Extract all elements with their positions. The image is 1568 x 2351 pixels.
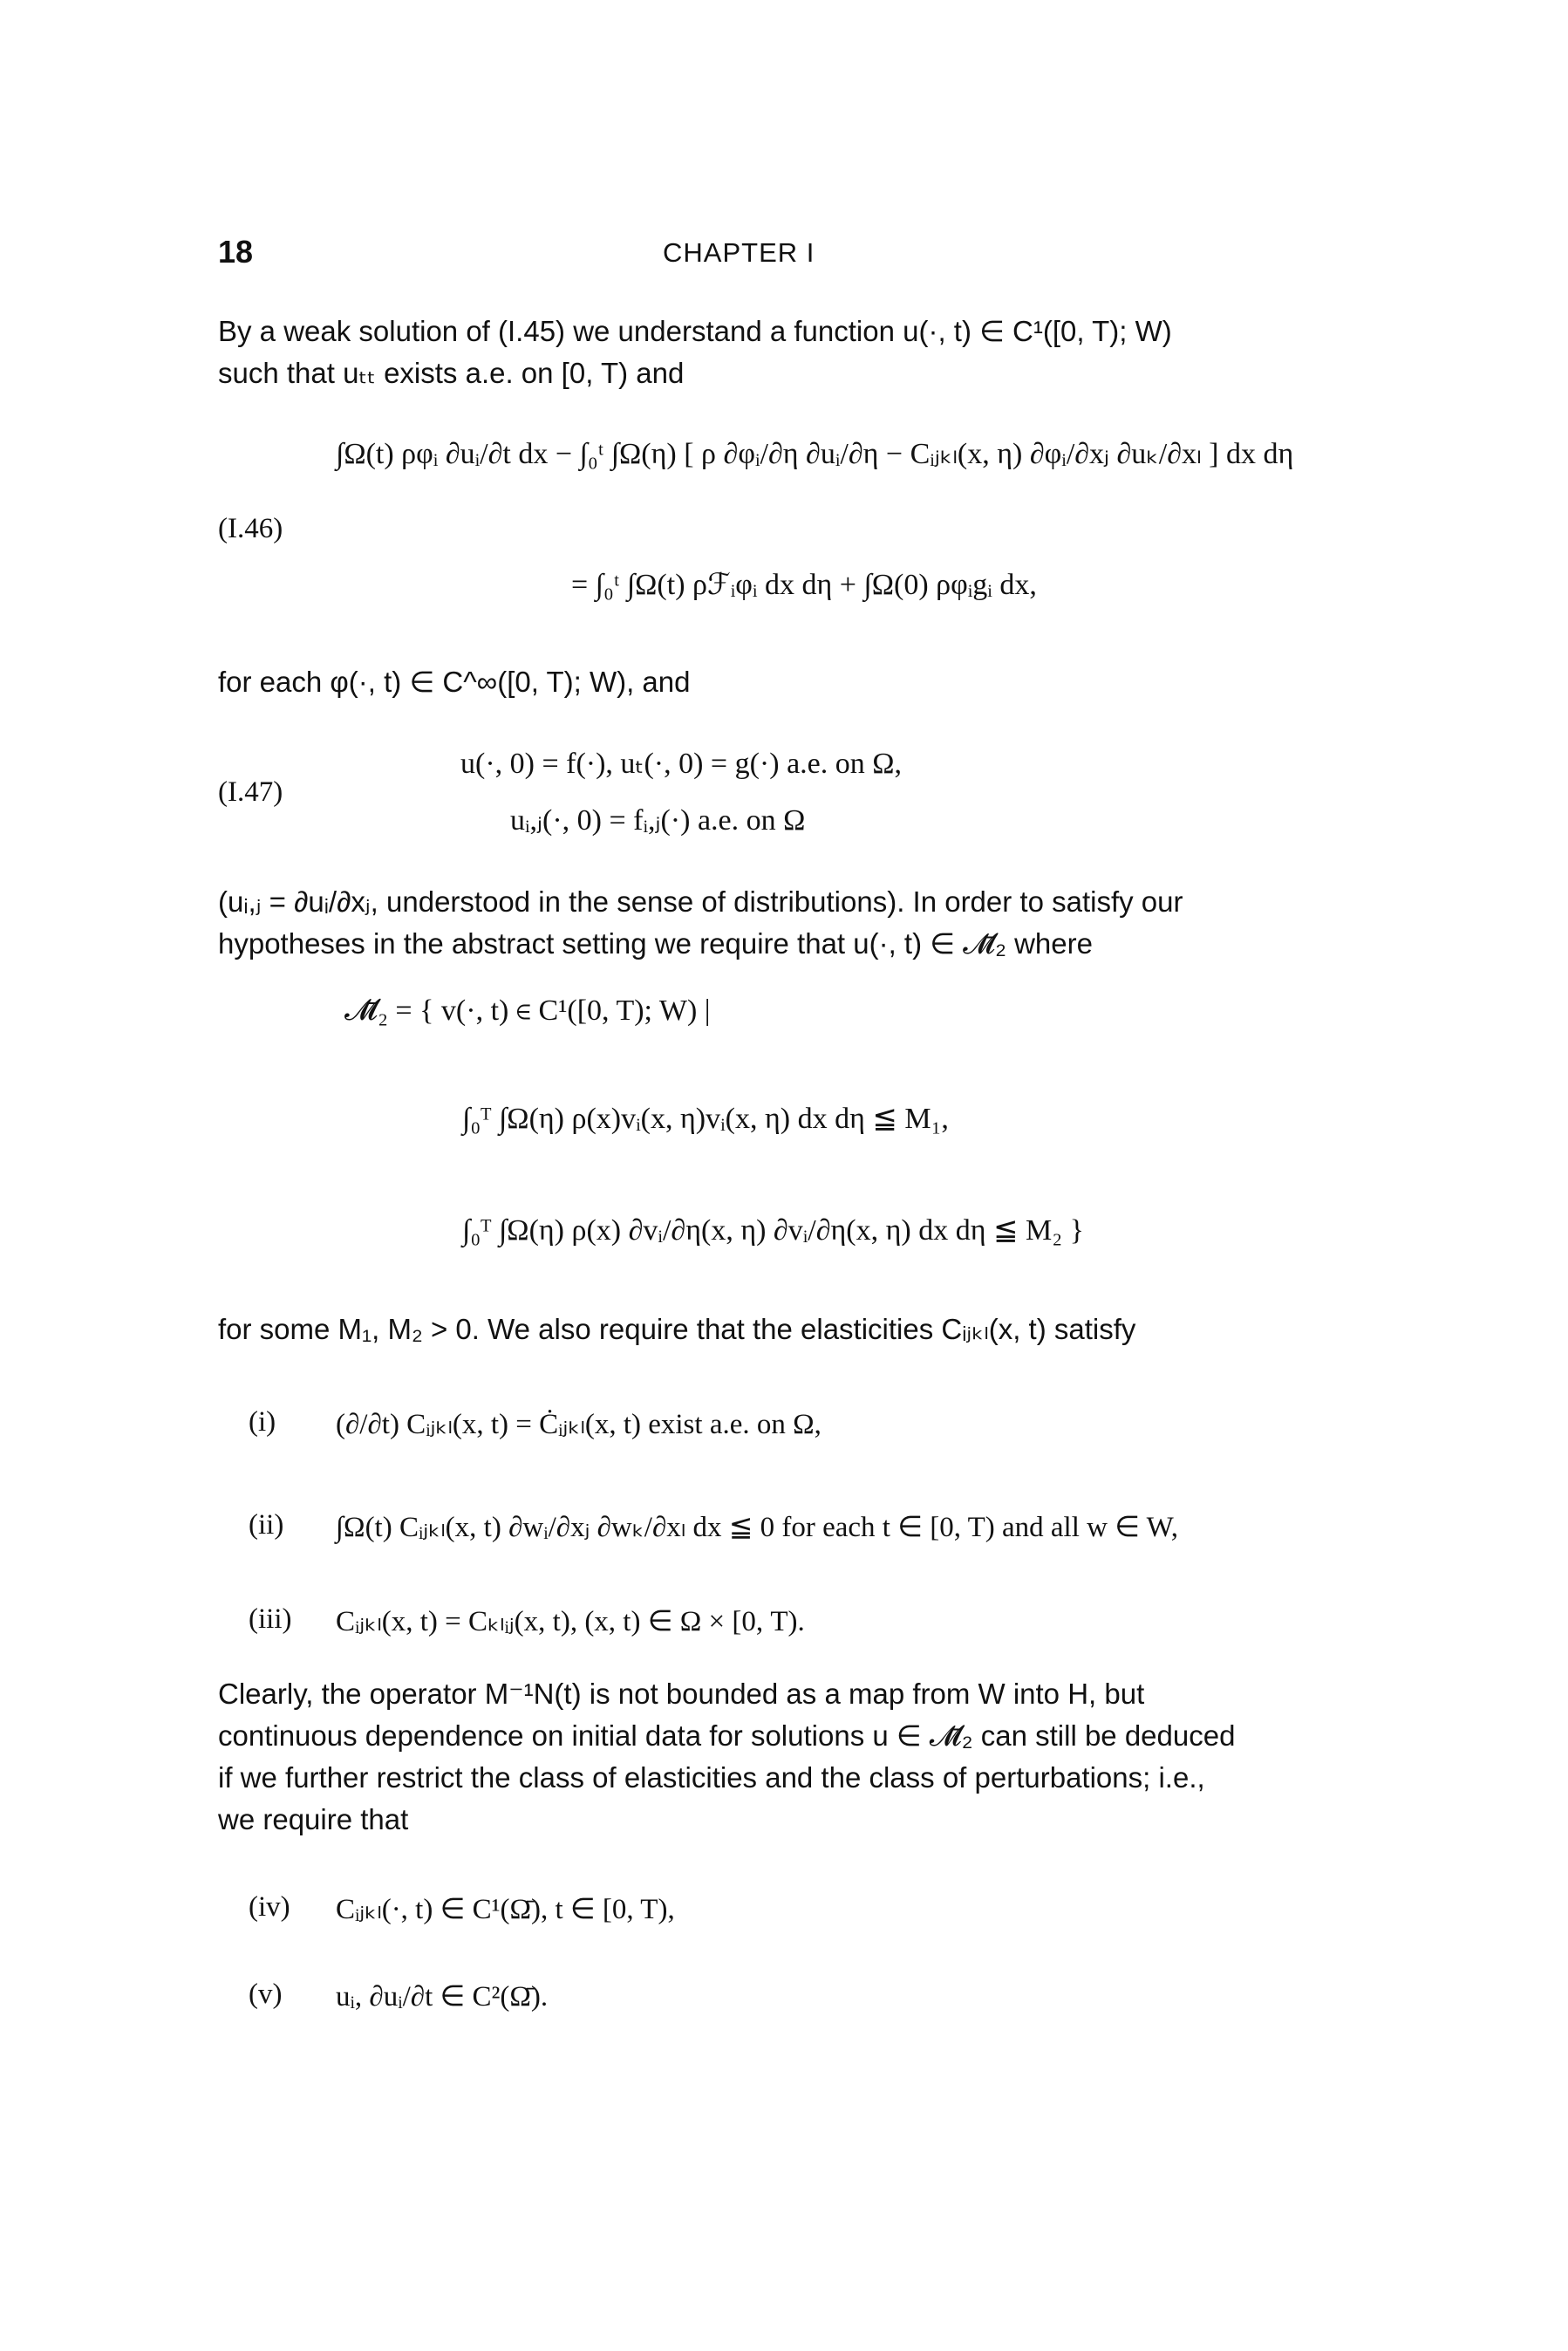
- set-definition-cond-2: ∫₀ᵀ ∫Ω(η) ρ(x) ∂vᵢ/∂η(x, η) ∂vᵢ/∂η(x, η) dx dη ≦ M₂ }: [462, 1214, 1084, 1247]
- condition-v-text: uᵢ, ∂uᵢ/∂t ∈ C²(Ω̄).: [336, 1981, 549, 2013]
- eq-label-I47: (I.47): [218, 776, 283, 808]
- condition-i-label: (i): [249, 1406, 276, 1438]
- page-number: 18: [218, 234, 254, 270]
- chapter-header: CHAPTER I: [663, 237, 815, 268]
- para-elasticities: for some M₁, M₂ > 0. We also require that the elasticities Cᵢⱼₖₗ(x, t) satisfy: [218, 1313, 1136, 1345]
- para-clearly-line-3: if we further restrict the class of elasticities and the class of perturbations; i.e.,: [218, 1761, 1205, 1794]
- eq-I47-line-2: uᵢ,ⱼ(·, 0) = fᵢ,ⱼ(·) a.e. on Ω: [510, 804, 806, 837]
- condition-v-label: (v): [249, 1979, 283, 2010]
- condition-iii-text: Cᵢⱼₖₗ(x, t) = Cₖₗᵢⱼ(x, t), (x, t) ∈ Ω × [0, T).: [336, 1606, 805, 1637]
- condition-ii-label: (ii): [249, 1509, 284, 1541]
- para-clearly-line-2: continuous dependence on initial data for solutions u ∈ 𝓜̄₂ can still be deduced: [218, 1719, 1236, 1752]
- eq-I46-lhs-text: ∫Ω(t) ρφᵢ ∂uᵢ/∂t dx − ∫₀ᵗ ∫Ω(η) [ ρ ∂φᵢ/∂η ∂uᵢ/∂η − Cᵢⱼₖₗ(x, η) ∂φᵢ/∂xⱼ ∂uₖ/∂xₗ ] dx dη: [336, 438, 1294, 470]
- para-for-each-phi: for each φ(·, t) ∈ C^∞([0, T); W), and: [218, 666, 691, 698]
- condition-iii-label: (iii): [249, 1603, 292, 1635]
- para-clearly-line-4: we require that: [218, 1803, 409, 1835]
- eq-I46-rhs: [571, 567, 1037, 602]
- condition-i-text: (∂/∂t) Cᵢⱼₖₗ(x, t) = Ċᵢⱼₖₗ(x, t) exist a.e. on Ω,: [336, 1409, 821, 1440]
- para-clearly-line-1: [218, 1673, 1352, 1715]
- para-distributions-line-1: (uᵢ,ⱼ = ∂uᵢ/∂xⱼ, understood in the sense of distributions). In order to satisfy our: [218, 885, 1183, 918]
- intro-line-2: such that uₜₜ exists a.e. on [0, T) and: [218, 357, 685, 389]
- eq-label-I46: (I.46): [218, 513, 283, 544]
- para-clearly-line-1-text: Clearly, the operator M⁻¹N(t) is not bounded as a map from W into H, but: [218, 1678, 1145, 1710]
- set-definition-head: 𝓜̄₂ = { v(·, t) ∈ C¹([0, T); W) |: [344, 994, 711, 1027]
- eq-I46-lhs: [336, 436, 1293, 471]
- condition-iv-label: (iv): [249, 1891, 290, 1923]
- intro-line-1: By a weak solution of (I.45) we understand a function u(·, t) ∈ C¹([0, T); W): [218, 315, 1172, 347]
- eq-I46-rhs-text: = ∫₀ᵗ ∫Ω(t) ρℱᵢφᵢ dx dη + ∫Ω(0) ρφᵢgᵢ dx,: [571, 569, 1037, 601]
- eq-I47-line-1: u(·, 0) = f(·), uₜ(·, 0) = g(·) a.e. on Ω,: [460, 748, 903, 780]
- set-definition-cond-1: ∫₀ᵀ ∫Ω(η) ρ(x)vᵢ(x, η)vᵢ(x, η) dx dη ≦ M₁,: [462, 1103, 949, 1135]
- condition-iv-text: Cᵢⱼₖₗ(·, t) ∈ C¹(Ω̄), t ∈ [0, T),: [336, 1894, 675, 1925]
- para-distributions-line-2: hypotheses in the abstract setting we require that u(·, t) ∈ 𝓜̄₂ where: [218, 927, 1093, 960]
- condition-ii-text: ∫Ω(t) Cᵢⱼₖₗ(x, t) ∂wᵢ/∂xⱼ ∂wₖ/∂xₗ dx ≦ 0 for each t ∈ [0, T) and all w ∈ W,: [336, 1512, 1178, 1543]
